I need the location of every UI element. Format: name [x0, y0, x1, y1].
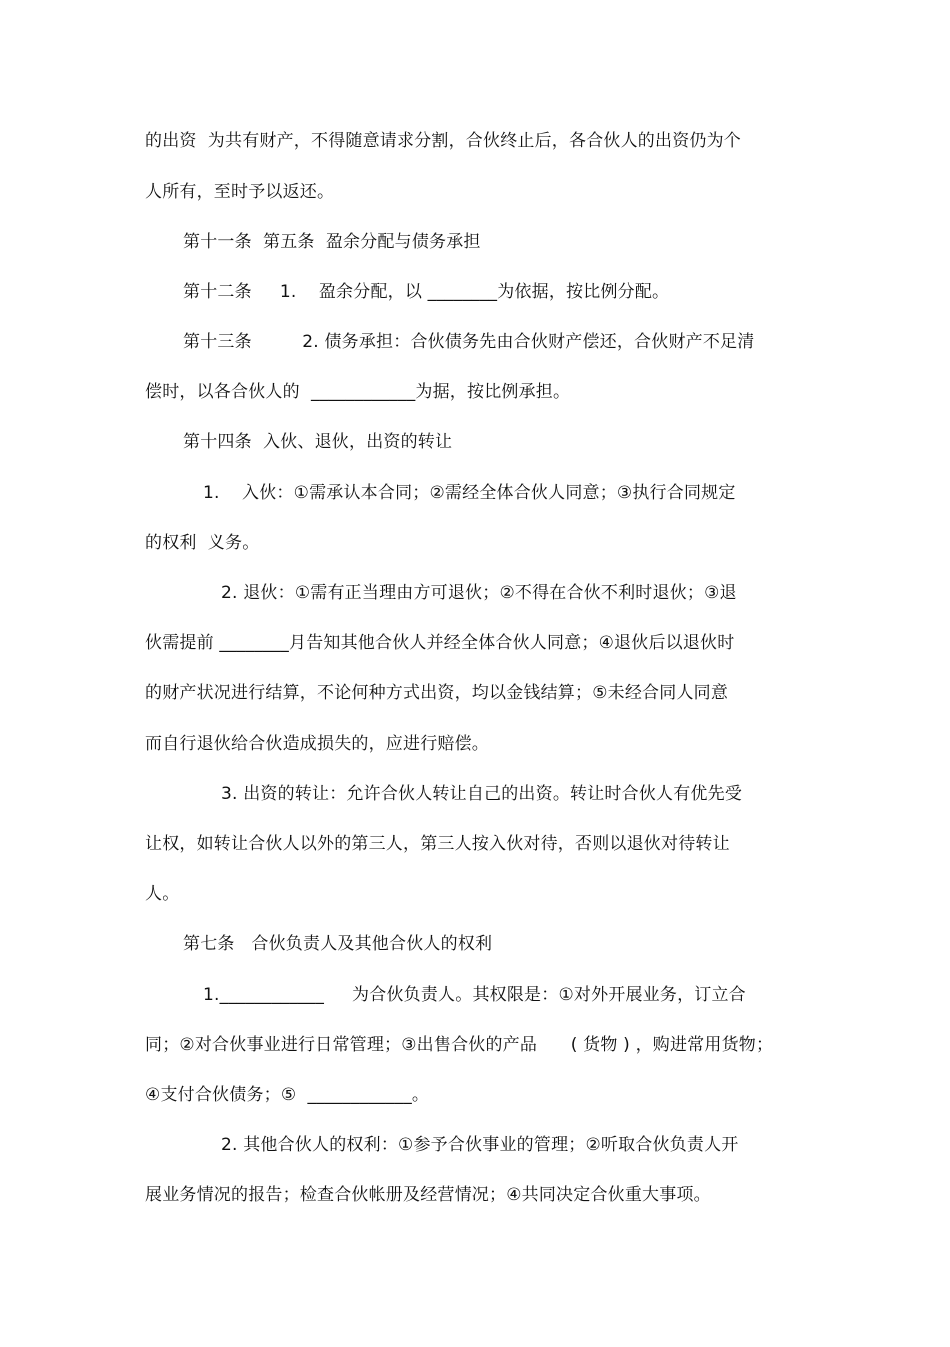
text-line: 第十三条 2. 债务承担：合伙债务先由合伙财产偿还，合伙财产不足清	[183, 332, 755, 352]
text-line: 第十二条 1. 盈余分配，以 ________为依据，按比例分配。	[183, 282, 670, 302]
text-line: 让权，如转让合伙人以外的第三人，第三人按入伙对待，否则以退伙对待转让	[145, 834, 730, 854]
section-heading: 第七条 合伙负责人及其他合伙人的权利	[183, 934, 493, 954]
text-line: 人。	[145, 884, 180, 904]
text-line: 1. 入伙：①需承认本合同；②需经全体合伙人同意；③执行合同规定	[203, 483, 736, 503]
text-line: 2. 退伙：①需有正当理由方可退伙；②不得在合伙不利时退伙；③退	[221, 583, 737, 603]
text-line: 1.____________ 为合伙负责人。其权限是：①对外开展业务，订立合	[203, 985, 746, 1005]
text-line: 展业务情况的报告；检查合伙帐册及经营情况；④共同决定合伙重大事项。	[145, 1185, 711, 1205]
section-heading: 第十一条 第五条 盈余分配与债务承担	[183, 232, 481, 252]
text-line: 偿时，以各合伙人的 ____________为据，按比例承担。	[145, 382, 571, 402]
text-line: 人所有，至时予以返还。	[145, 182, 335, 202]
section-heading: 第十四条 入伙、退伙，出资的转让	[183, 432, 453, 452]
text-line: 的权利 义务。	[145, 533, 260, 553]
text-line: 伙需提前 ________月告知其他合伙人并经全体合伙人同意；④退伙后以退伙时	[145, 633, 735, 653]
text-line: 2. 其他合伙人的权利：①参予合伙事业的管理；②听取合伙负责人开	[221, 1135, 739, 1155]
text-line: 的财产状况进行结算，不论何种方式出资，均以金钱结算；⑤未经合同人同意	[145, 683, 729, 703]
text-line: 3. 出资的转让：允许合伙人转让自己的出资。转让时合伙人有优先受	[221, 784, 743, 804]
text-line: 同；②对合伙事业进行日常管理；③出售合伙的产品 ( 货物 ) ，购进常用货物；	[145, 1035, 774, 1055]
text-line: 而自行退伙给合伙造成损失的，应进行赔偿。	[145, 734, 489, 754]
text-line: ④支付合伙债务；⑤ ____________。	[145, 1085, 430, 1105]
text-line: 的出资 为共有财产，不得随意请求分割，合伙终止后，各合伙人的出资仍为个	[145, 131, 742, 151]
